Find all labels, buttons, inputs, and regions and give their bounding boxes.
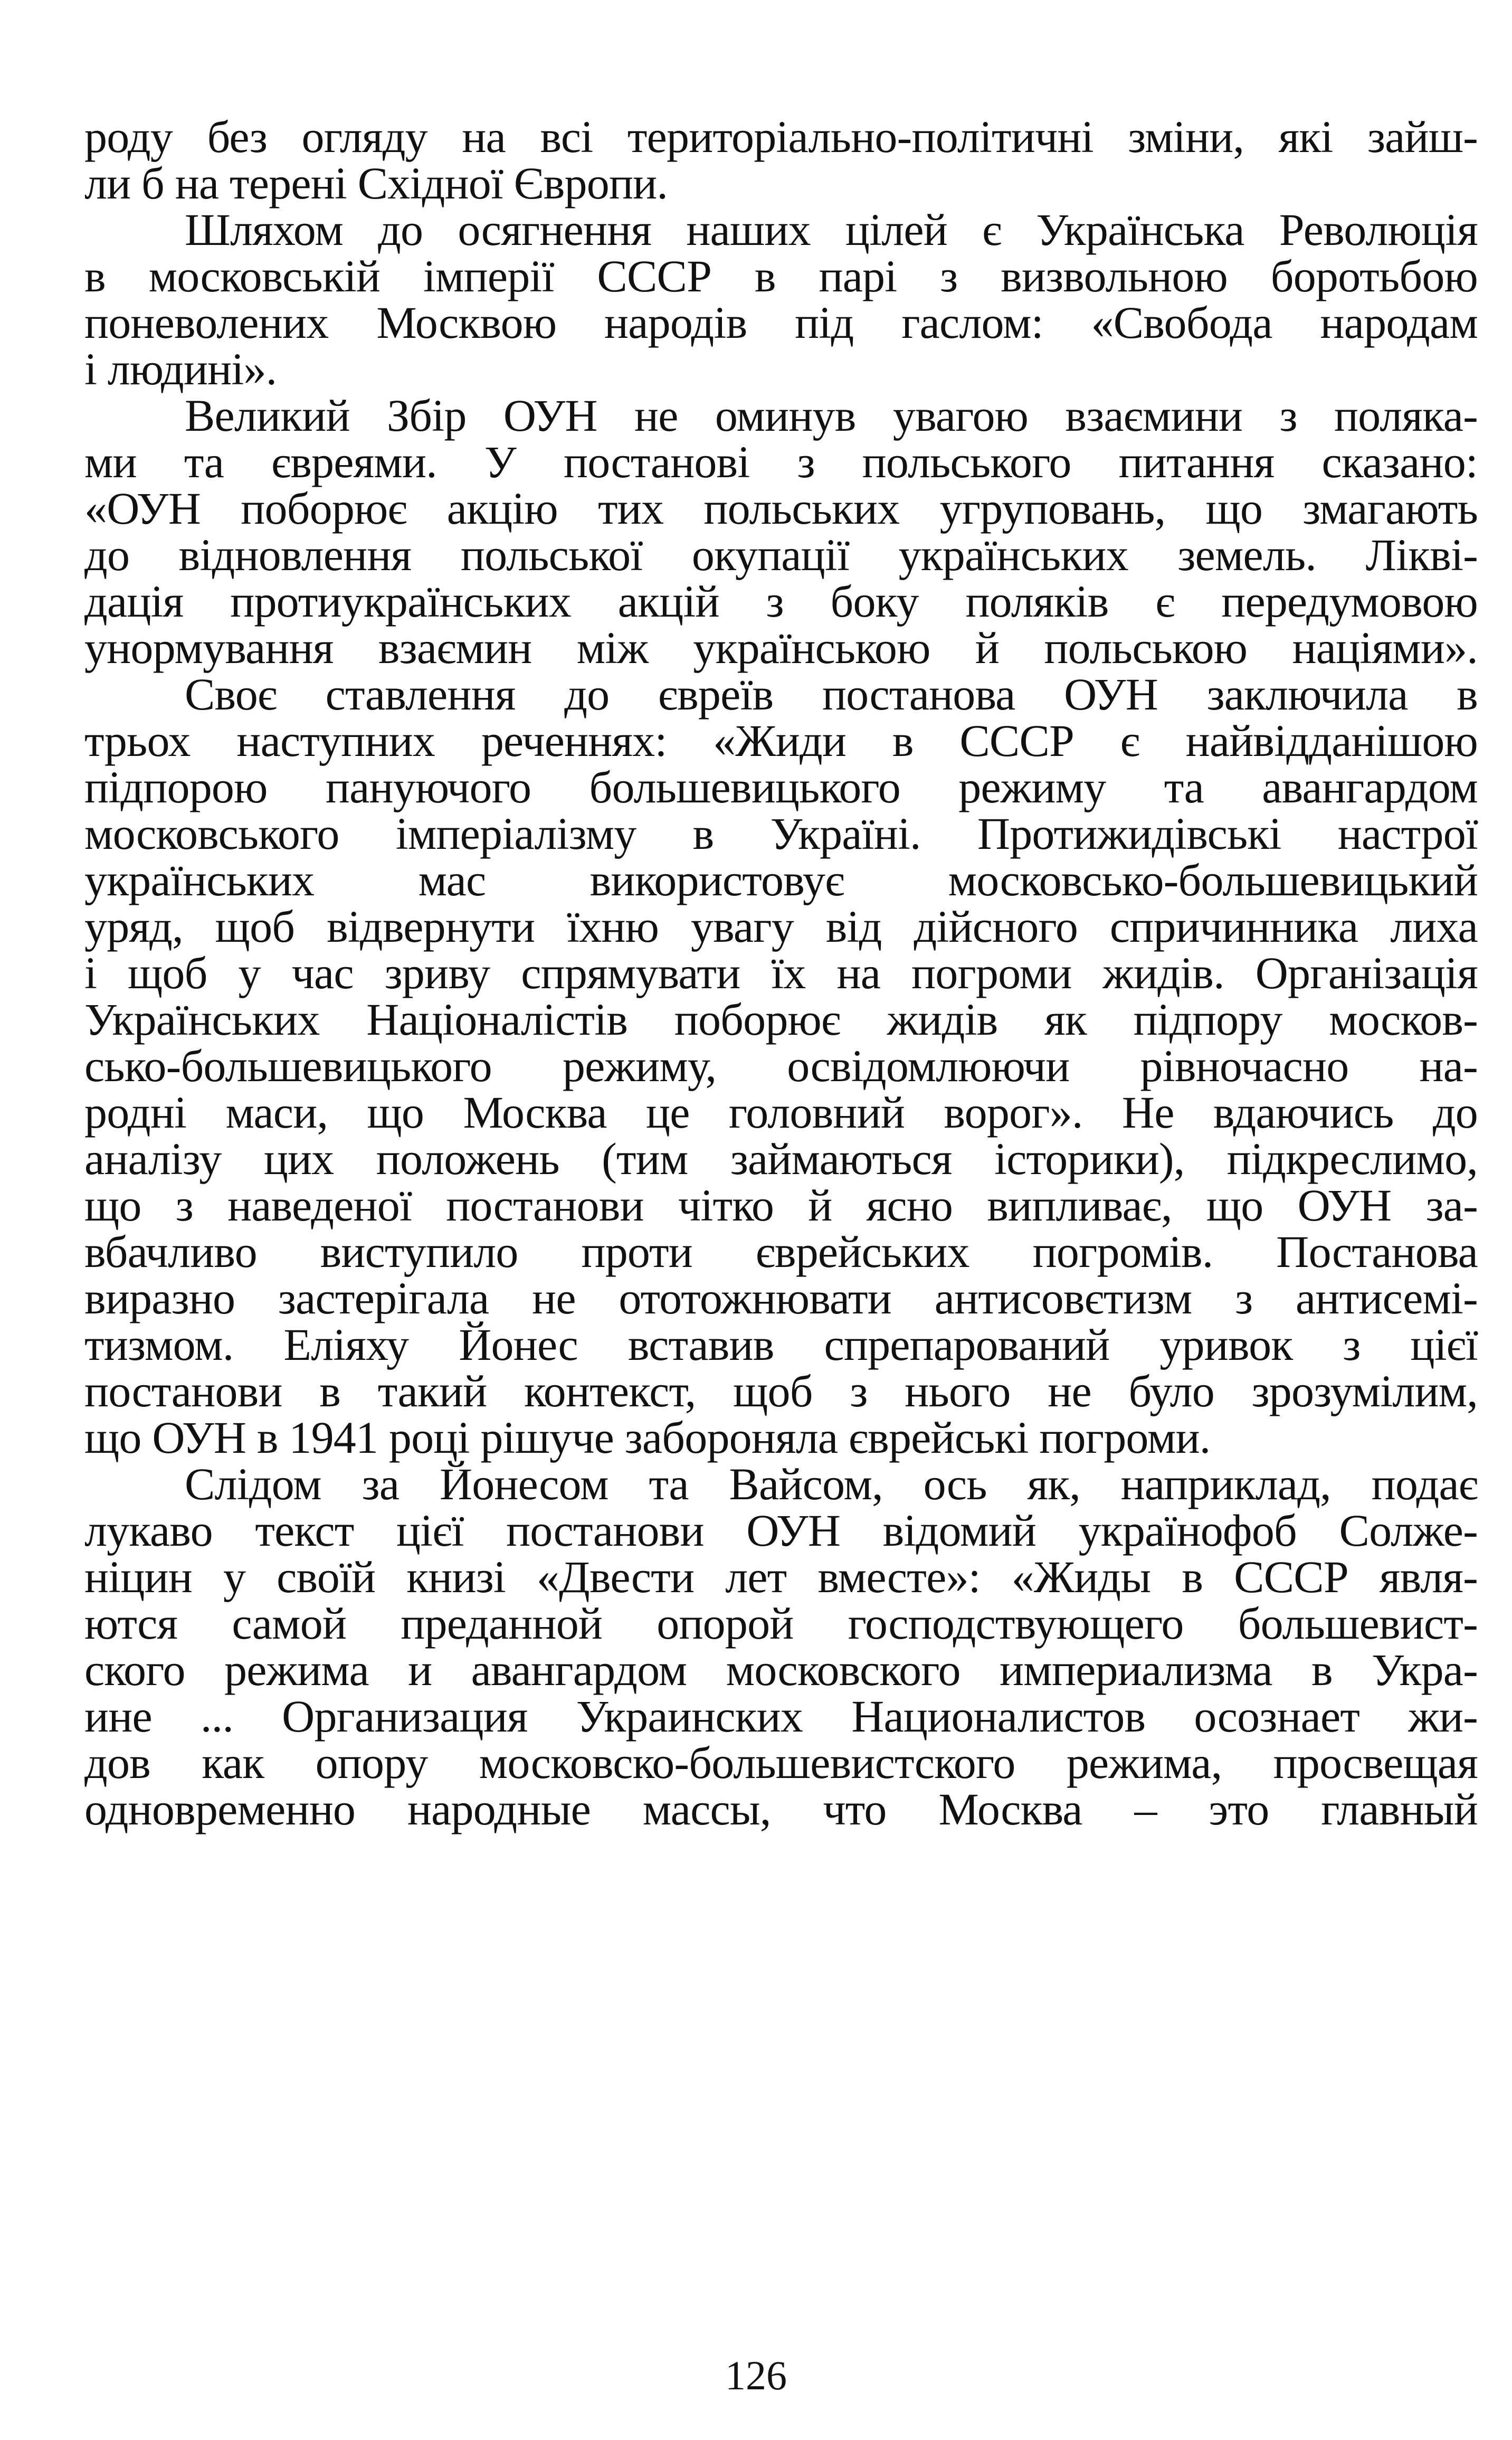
text-line: що ОУН в 1941 році рішуче забороняла єврейські погроми. bbox=[84, 1412, 1211, 1463]
text-line: Українських Націоналістів поборює жидів як підпору москов- bbox=[84, 994, 1478, 1045]
text-line: ніцин у своїй книзі «Двести лет вместе»: «Жиды в СССР явля- bbox=[84, 1552, 1478, 1602]
paragraph-first-line: Шляхом до осягнення наших цілей є Українська Революція bbox=[185, 204, 1478, 255]
text-line: трьох наступних реченнях: «Жиди в СССР є найвідданішою bbox=[84, 715, 1478, 766]
text-line: роду без огляду на всі територіально-політичні зміни, які зайш- bbox=[84, 111, 1478, 162]
text-line: в московській імперії СССР в парі з визвольною боротьбою bbox=[84, 251, 1478, 301]
text-line: сько-большевицького режиму, освідомлюючи рівночасно на- bbox=[84, 1041, 1478, 1091]
text-line: родні маси, що Москва це головний ворог». Не вдаючись до bbox=[84, 1087, 1478, 1138]
body-text bbox=[84, 111, 1478, 1834]
text-line: виразно застерігала не ототожнювати антисовєтизм з антисемі- bbox=[84, 1273, 1478, 1323]
paragraph-first-line: Слідом за Йонесом та Вайсом, ось як, наприклад, подає bbox=[185, 1459, 1478, 1509]
text-line: ли б на терені Східної Європи. bbox=[84, 158, 668, 209]
text-line: московського імперіалізму в Україні. Протижидівські настрої bbox=[84, 808, 1478, 859]
text-line: до відновлення польської окупації українських земель. Лікві- bbox=[84, 529, 1478, 580]
text-line: що з наведеної постанови чітко й ясно випливає, що ОУН за- bbox=[84, 1180, 1478, 1231]
text-line: тизмом. Еліяху Йонес вставив спрепарований уривок з цієї bbox=[84, 1319, 1478, 1370]
paragraph-first-line: Своє ставлення до євреїв постанова ОУН заключила в bbox=[185, 669, 1478, 720]
text-line: лукаво текст цієї постанови ОУН відомий українофоб Солже- bbox=[84, 1505, 1478, 1556]
text-line: підпорою пануючого большевицького режиму та авангардом bbox=[84, 762, 1478, 812]
text-line: ине ... Организация Украинских Националистов осознает жи- bbox=[84, 1691, 1478, 1742]
text-line: поневолених Москвою народів під гаслом: «Свобода народам bbox=[84, 297, 1478, 348]
text-line: українських мас використовує московсько-большевицький bbox=[84, 855, 1478, 905]
text-line: ми та євреями. У постанові з польського питання сказано: bbox=[84, 437, 1478, 487]
text-line: ются самой преданной опорой господствующего большевист- bbox=[84, 1598, 1478, 1649]
text-line: ского режима и авангардом московского империализма в Укра- bbox=[84, 1644, 1478, 1695]
page-number: 126 bbox=[725, 2352, 787, 2398]
text-line: аналізу цих положень (тим займаються історики), підкреслимо, bbox=[84, 1133, 1478, 1184]
text-line: дов как опору московско-большевистского режима, просвещая bbox=[84, 1737, 1478, 1788]
text-line: одновременно народные массы, что Москва – это главный bbox=[84, 1784, 1478, 1834]
text-line: постанови в такий контекст, щоб з нього не було зрозумілим, bbox=[84, 1366, 1478, 1416]
paragraph-first-line: Великий Збір ОУН не оминув увагою взаємини з поляка- bbox=[185, 390, 1478, 441]
text-line: і людині». bbox=[84, 344, 277, 394]
text-line: і щоб у час зриву спрямувати їх на погроми жидів. Організація bbox=[84, 948, 1478, 998]
text-line: дація протиукраїнських акцій з боку поляків є передумовою bbox=[84, 576, 1478, 627]
text-line: унормування взаємин між українською й польською націями». bbox=[84, 622, 1478, 673]
text-line: уряд, щоб відвернути їхню увагу від дійсного спричинника лиха bbox=[84, 901, 1478, 952]
text-line: вбачливо виступило проти єврейських погромів. Постанова bbox=[84, 1226, 1478, 1277]
text-line: «ОУН поборює акцію тих польських угруповань, що змагають bbox=[84, 483, 1478, 534]
